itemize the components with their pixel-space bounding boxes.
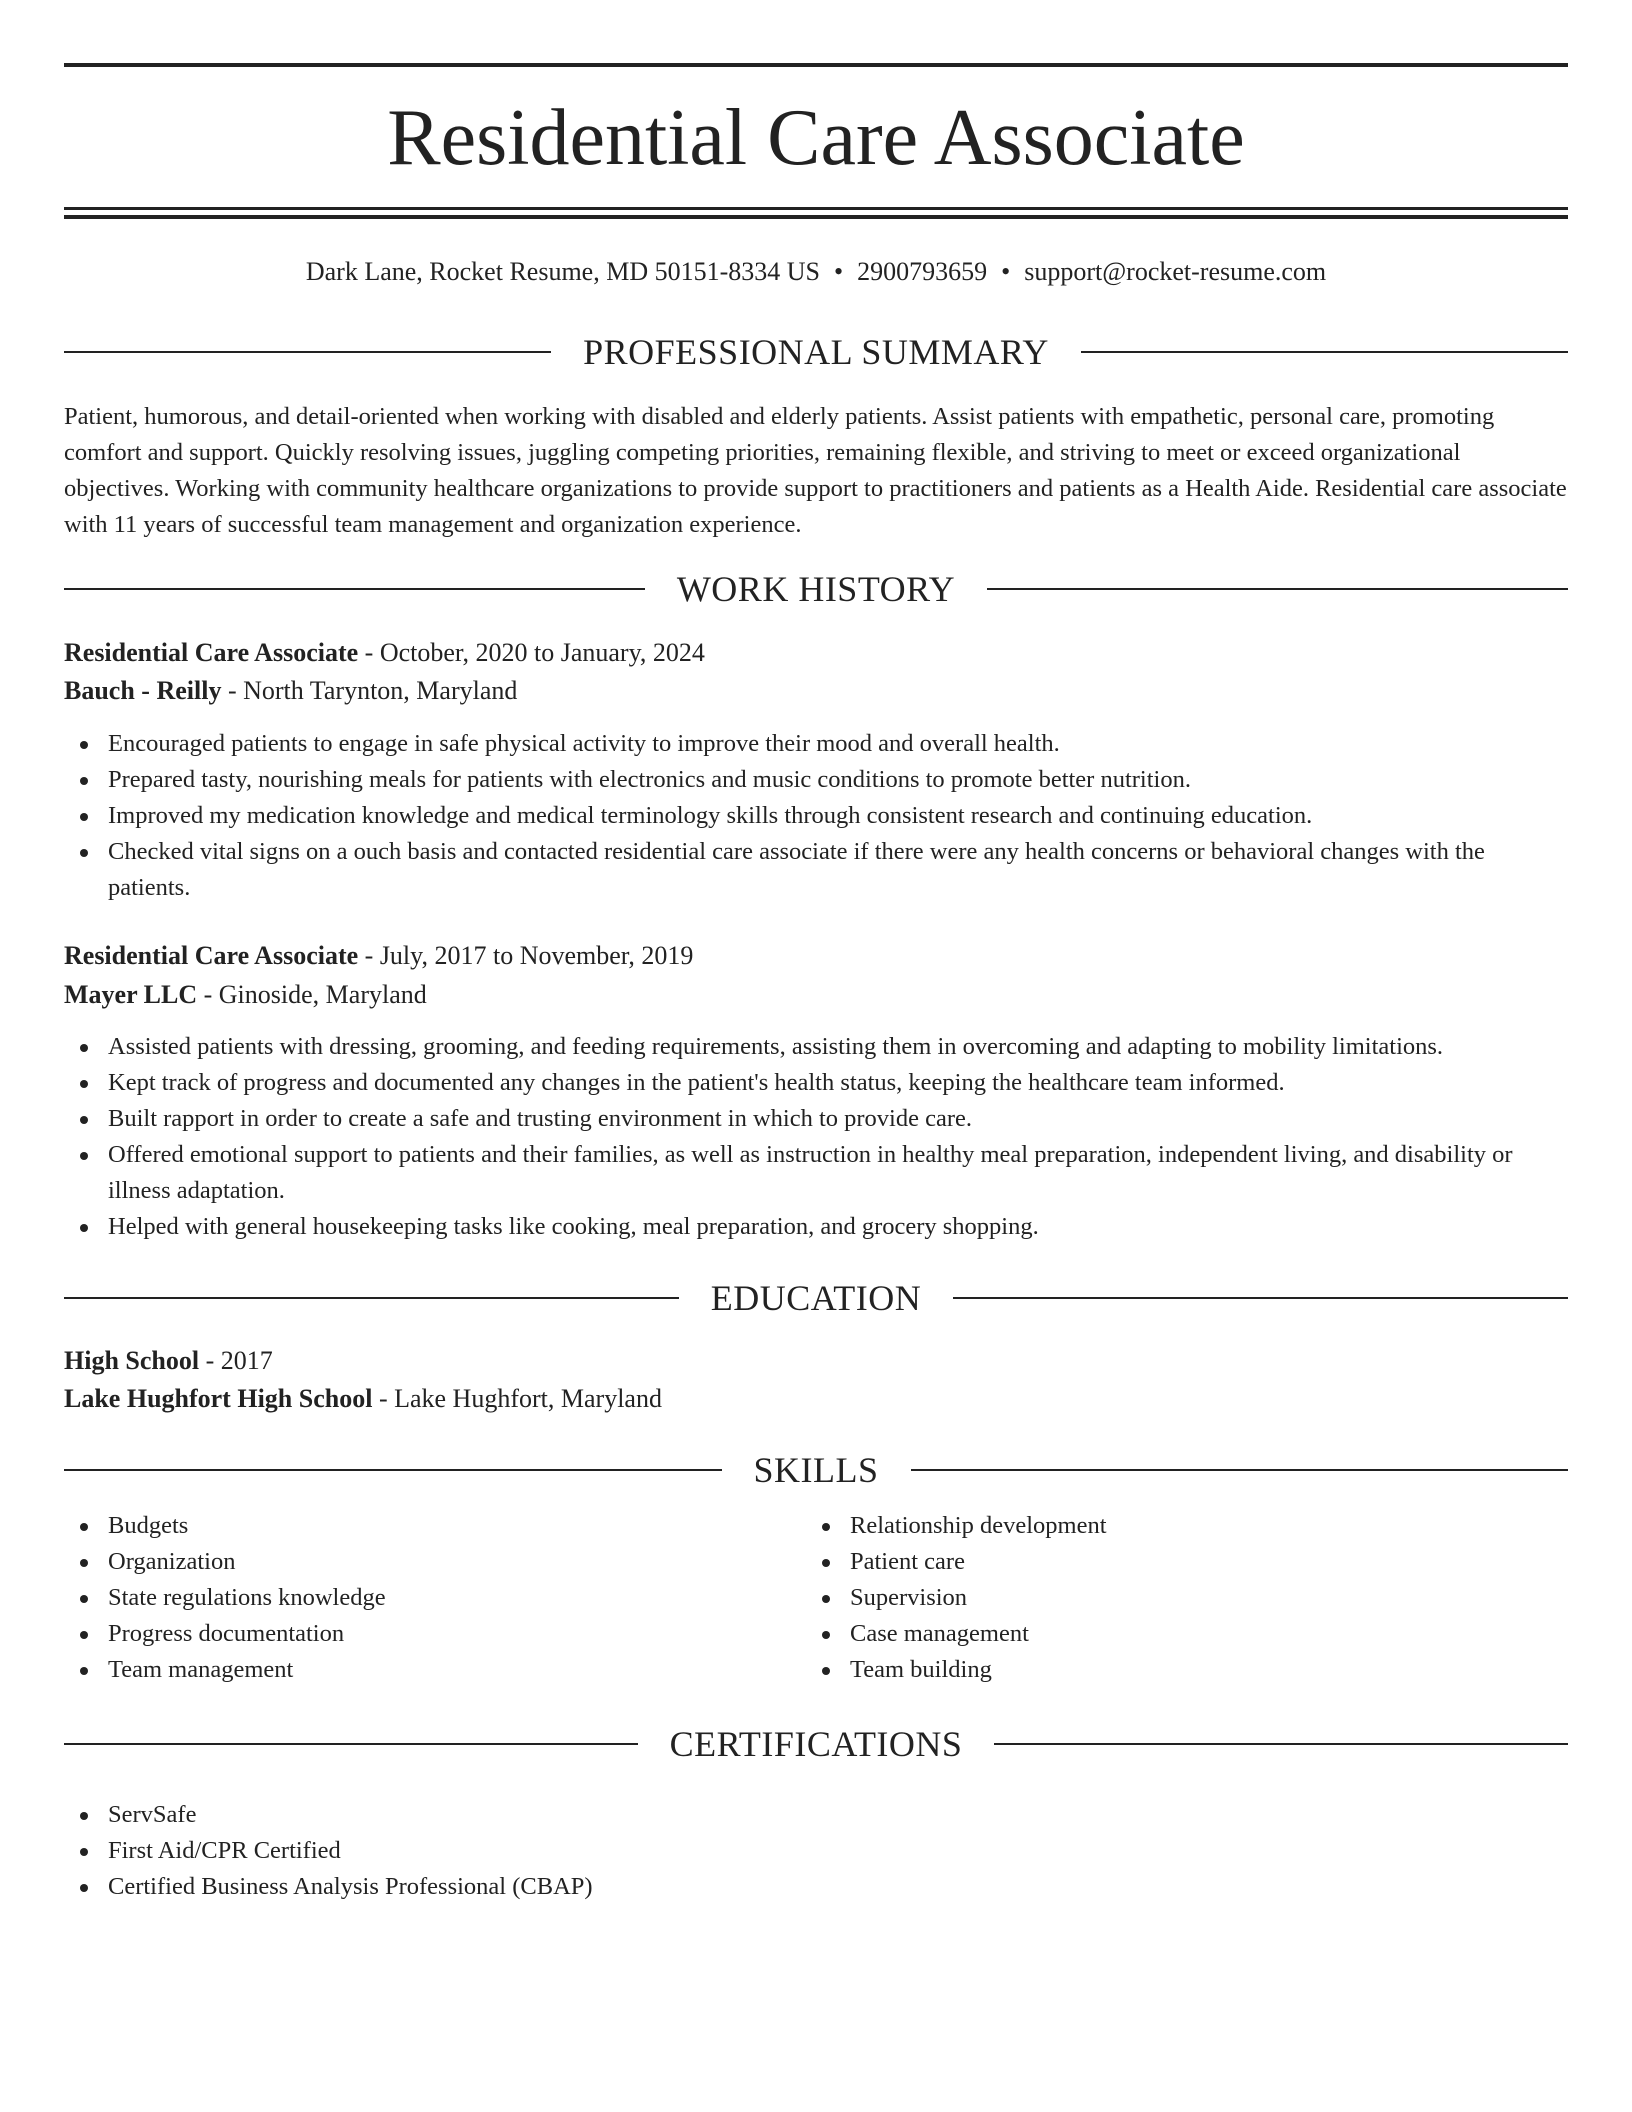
job-company: Mayer LLC	[64, 980, 198, 1009]
skill-item: Team building	[806, 1652, 1632, 1688]
skills-list-right	[806, 1508, 1632, 1688]
skill-item: Patient care	[806, 1544, 1632, 1580]
summary-text: Patient, humorous, and detail-oriented when working with disabled and elderly patients. Assist patients with empathetic, personal care, promoting comfort and support. Quickly resolving issues, juggling competing priorities, remaining flexible, and striving to meet or exceed organizational objectives. Working with community healthcare organizations to provide support to practitioners and patients as a Health Aide. Residential care associate with 11 years of successful team management and organization experience.	[64, 403, 1567, 538]
section-heading-work-history	[64, 567, 1568, 611]
education-degree: High School	[64, 1346, 200, 1375]
heading-rule	[64, 1297, 679, 1299]
job-title: Residential Care Associate	[64, 638, 359, 667]
skill-item: Progress documentation	[64, 1616, 1568, 1652]
contact-separator: •	[1001, 257, 1011, 286]
list-item: Kept track of progress and documented any changes in the patient's health status, keeping the healthcare team informed.	[64, 1065, 1568, 1101]
list-item: Checked vital signs on a ouch basis and contacted residential care associate if there were any health concerns or behavioral changes with the patients.	[64, 834, 1568, 906]
title-double-rule	[64, 207, 1568, 219]
section-heading-label: WORK HISTORY	[676, 569, 956, 609]
job-duties-list	[64, 1029, 1568, 1245]
contact-separator: •	[834, 257, 844, 286]
heading-rule	[994, 1743, 1568, 1745]
heading-rule	[911, 1469, 1569, 1471]
education-school: Lake Hughfort High School	[64, 1384, 373, 1413]
education-degree-line	[64, 1342, 1568, 1380]
job-title: Residential Care Associate	[64, 941, 359, 970]
resume-title: Residential Care Associate	[387, 94, 1245, 182]
list-item: Offered emotional support to patients and their families, as well as instruction in healthy meal preparation, independent living, and disability or illness adaptation.	[64, 1137, 1568, 1209]
heading-rule	[64, 1469, 722, 1471]
job-location: - Ginoside, Maryland	[197, 980, 427, 1009]
job-dates: - July, 2017 to November, 2019	[358, 941, 694, 970]
heading-rule	[64, 588, 645, 590]
job-dates: - October, 2020 to January, 2024	[358, 638, 705, 667]
job-company-line	[64, 976, 1568, 1014]
education-school-line	[64, 1380, 1568, 1418]
heading-rule	[953, 1297, 1568, 1299]
skill-item: Case management	[806, 1616, 1632, 1652]
list-item: Improved my medication knowledge and medical terminology skills through consistent research and continuing education.	[64, 798, 1568, 834]
contact-phone: 2900793659	[857, 257, 988, 286]
certifications-list	[64, 1797, 1568, 1905]
contact-address: Dark Lane, Rocket Resume, MD 50151-8334 US	[305, 257, 820, 286]
list-item: Assisted patients with dressing, grooming, and feeding requirements, assisting them in overcoming and adapting to mobility limitations.	[64, 1029, 1568, 1065]
section-heading-label: PROFESSIONAL SUMMARY	[583, 332, 1049, 372]
skill-item: Relationship development	[806, 1508, 1632, 1544]
list-item: Prepared tasty, nourishing meals for patients with electronics and music conditions to promote better nutrition.	[64, 762, 1568, 798]
skill-item: Team management	[64, 1652, 1568, 1688]
section-heading-summary	[64, 330, 1568, 374]
skill-item: State regulations knowledge	[64, 1580, 1568, 1616]
section-heading-label: EDUCATION	[710, 1278, 922, 1318]
certification-item: First Aid/CPR Certified	[64, 1833, 1568, 1869]
top-rule	[64, 63, 1568, 67]
contact-info	[64, 254, 1568, 290]
education-location: - Lake Hughfort, Maryland	[372, 1384, 662, 1413]
section-heading-education	[64, 1276, 1568, 1320]
skill-item: Budgets	[64, 1508, 1568, 1544]
skill-item: Supervision	[806, 1580, 1632, 1616]
job-title-line	[64, 937, 1568, 975]
section-heading-skills	[64, 1448, 1568, 1492]
certification-item: Certified Business Analysis Professional (CBAP)	[64, 1869, 1568, 1905]
job-title-line	[64, 634, 1568, 672]
skill-item: Organization	[64, 1544, 1568, 1580]
job-location: - North Tarynton, Maryland	[221, 676, 518, 705]
education-year: - 2017	[199, 1346, 273, 1375]
heading-rule	[64, 351, 551, 353]
contact-email: support@rocket-resume.com	[1024, 257, 1327, 286]
heading-rule	[64, 1743, 638, 1745]
certification-item: ServSafe	[64, 1797, 1568, 1833]
section-heading-label: CERTIFICATIONS	[669, 1724, 963, 1764]
section-heading-label: SKILLS	[753, 1450, 879, 1490]
job-company: Bauch - Reilly	[64, 676, 222, 705]
list-item: Encouraged patients to engage in safe physical activity to improve their mood and overall health.	[64, 726, 1568, 762]
heading-rule	[987, 588, 1568, 590]
job-duties-list	[64, 726, 1568, 906]
list-item: Helped with general housekeeping tasks like cooking, meal preparation, and grocery shopping.	[64, 1209, 1568, 1245]
section-heading-certifications	[64, 1722, 1568, 1766]
heading-rule	[1081, 351, 1568, 353]
job-company-line	[64, 672, 1568, 710]
list-item: Built rapport in order to create a safe and trusting environment in which to provide care.	[64, 1101, 1568, 1137]
